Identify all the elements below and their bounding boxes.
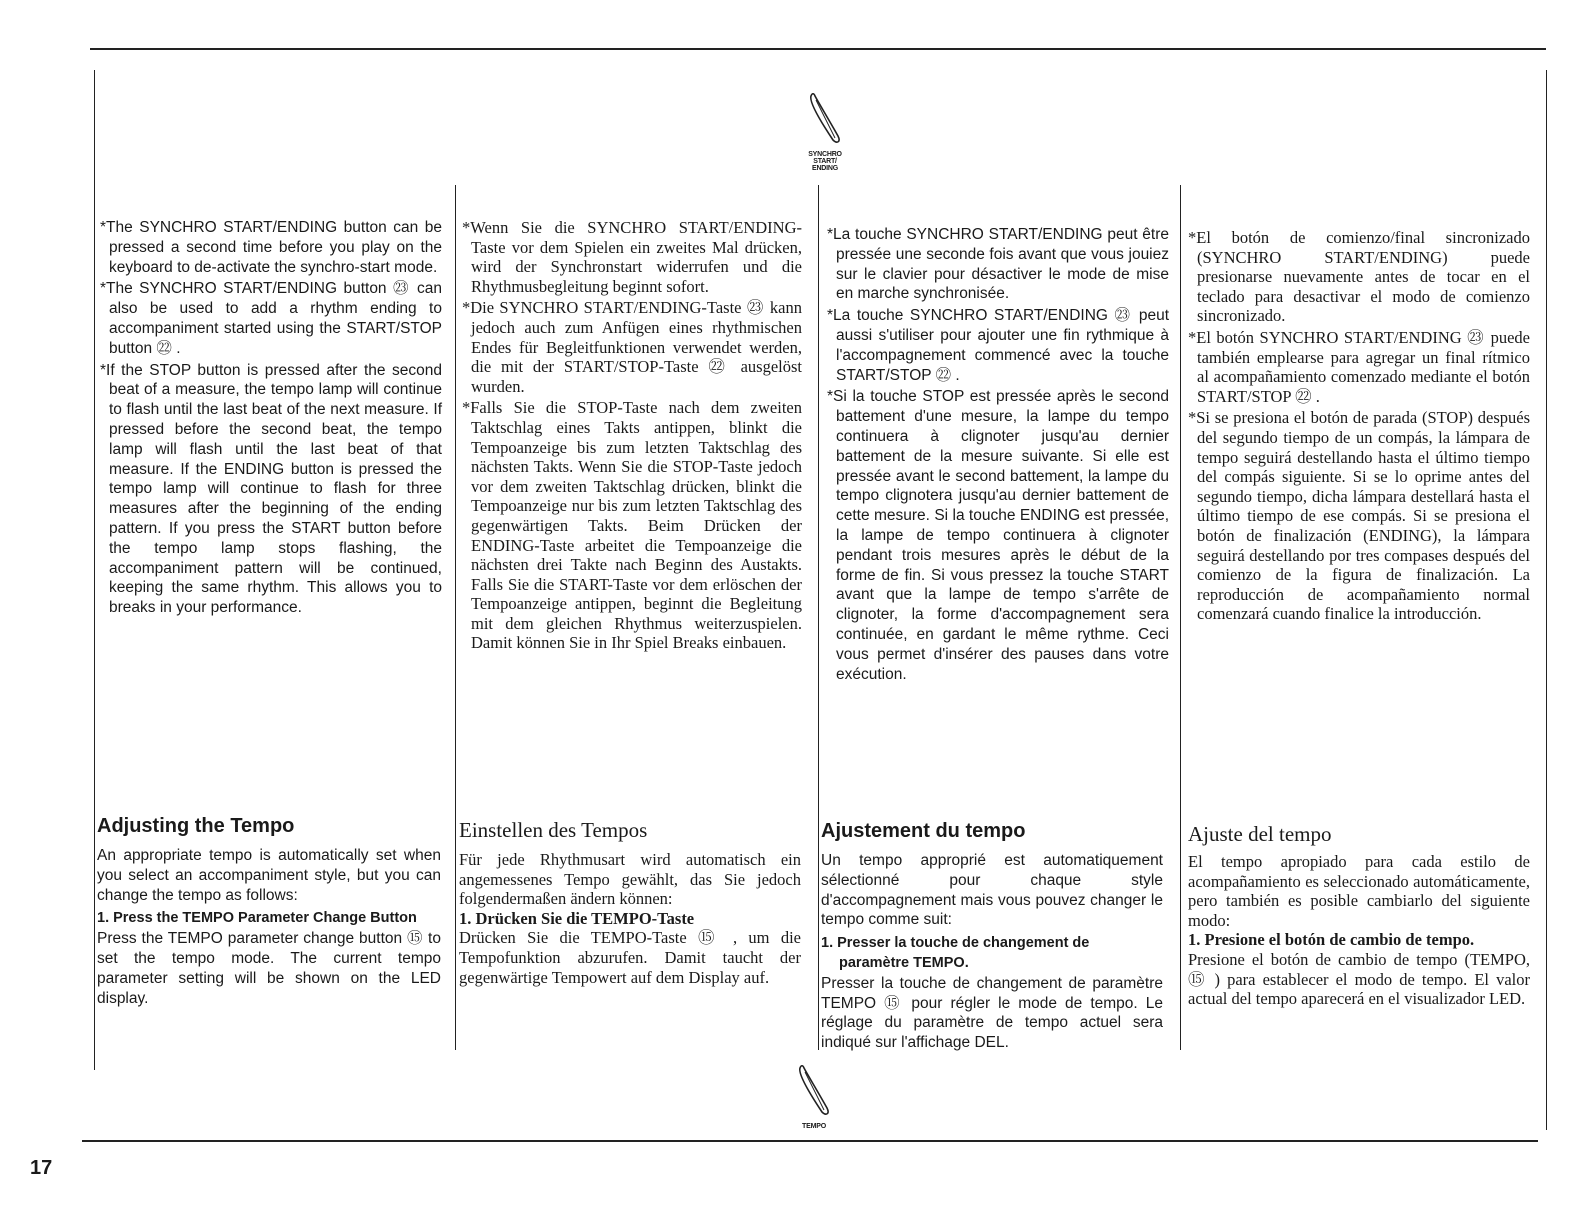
english-notes [100, 218, 442, 618]
note-bullet: *El botón de comienzo/final sincronizado (SYNCHRO START/ENDING) puede presionarse nuevamente antes de tocar en el teclado para desactivar el modo de comienzo sincronizado. [1188, 228, 1530, 326]
step-title: 1. Drücken Sie die TEMPO-Taste [459, 908, 695, 928]
german-tempo-section [459, 850, 801, 987]
icon-label-line: ENDING [811, 165, 839, 172]
tempo-icon [784, 1064, 844, 1130]
pen-stroke-icon [796, 1064, 832, 1118]
section-intro: El tempo apropiado para cada estilo de acompañamiento es seleccionado automáticamente, pero también es posible cambiarlo del siguiente modo: [1188, 852, 1530, 930]
column-divider-3 [1180, 185, 1181, 1050]
step-body: Presser la touche de changement de paramètre TEMPO ⑮ pour régler le mode de tempo. Le réglage du paramètre de tempo actuel sera indiqué sur l'affichage DEL. [821, 974, 1163, 1052]
note-bullet: *Si se presiona el botón de parada (STOP) después del segundo tiempo de un compás, la lámpara de tempo seguirá destellando hasta el último tiempo del compás siguiente. Si se lo oprime antes del segundo tiempo, dicha lámpara destellará hasta el último tiempo de ese compás. Si se presiona el botón de finalización (ENDING), la lámpara seguirá destellando por tres compases después del comienzo de la figura de finalización. La reproducción de acompañamiento normal comenzará cuando finalice la introducción. [1188, 408, 1530, 624]
note-bullet: *If the STOP button is pressed after the second beat of a measure, the tempo lamp will continue to flash until the last beat of the next measure. If pressed before the second beat, the tempo lamp will flash until the last beat of that measure. If the ENDING button is pressed the tempo lamp will continue to flash for three measures after the beginning of the ending pattern. If you press the START button before the tempo lamp stops flashing, the accompaniment pattern will be continued, keeping the same rhythm. This allows you to breaks in your performance. [100, 361, 442, 617]
note-bullet: *Die SYNCHRO START/ENDING-Taste ㉓ kann jedoch auch zum Anfügen eines rhythmischen Endes für Begleitfunktionen verwendet werden, die mit der START/STOP-Taste ㉒ ausgelöst wurden. [462, 298, 802, 396]
spanish-notes [1188, 228, 1530, 624]
synchro-start-ending-icon [795, 92, 855, 172]
note-bullet: *La touche SYNCHRO START/ENDING peut être pressée une seconde fois avant que vous jouiez sur le clavier pour désactiver le mode de mise en marche synchronisée. [827, 226, 1169, 303]
step-title: 1. Presione el botón de cambio de tempo. [1188, 930, 1475, 950]
top-rule [90, 48, 1546, 50]
section-intro: Für jede Rhythmusart wird automatisch ein angemessenes Tempo gewählt, das Sie jedoch folgendermaßen ändern können: [459, 850, 801, 909]
note-bullet: *La touche SYNCHRO START/ENDING ㉓ peut aussi s'utiliser pour ajouter une fin rythmique à l'accompagnement commencé avec la touche START/STOP ㉒ . [827, 307, 1169, 384]
english-tempo-section [97, 846, 441, 1008]
step-title: 1. Presser la touche de changement de paramètre TEMPO. [821, 935, 1090, 971]
section-heading-french: Ajustement du tempo [821, 820, 1026, 842]
bottom-rule [82, 1140, 1538, 1142]
section-heading-german: Einstellen des Tempos [459, 818, 648, 842]
step-body: Drücken Sie die TEMPO-Taste ⑮ , um die Tempofunktion abzurufen. Damit taucht der gegenwärtige Tempowert auf dem Display auf. [459, 928, 801, 987]
section-intro: An appropriate tempo is automatically set when you select an accompaniment style, but you can change the tempo as follows: [97, 847, 441, 904]
section-heading-english: Adjusting the Tempo [97, 815, 295, 837]
icon-label-line: TEMPO [802, 1123, 826, 1130]
note-bullet: *Wenn Sie die SYNCHRO START/ENDING-Taste vor dem Spielen ein zweites Mal drücken, wird der Synchronstart widerrufen und die Rhythmusbegleitung beginnt sofort. [462, 218, 802, 296]
pen-stroke-icon [807, 92, 843, 146]
german-notes [462, 218, 802, 653]
spanish-tempo-section [1188, 852, 1530, 1009]
icon-label-line: SYNCHRO [808, 151, 842, 158]
column-divider-1 [455, 185, 456, 1050]
section-intro: Un tempo approprié est automatiquement sélectionné pour chaque style d'accompagnement mais vous pouvez changer le tempo comme suit: [821, 852, 1163, 929]
french-notes [827, 225, 1169, 684]
french-tempo-section [821, 851, 1163, 1053]
icon-label-line: START/ [813, 158, 837, 165]
column-divider-2 [818, 185, 819, 1050]
step-body: Presione el botón de cambio de tempo (TEMPO, ⑮ ) para establecer el modo de tempo. El valor actual del tempo aparecerá en el visualizador LED. [1188, 949, 1530, 1009]
step-title: 1. Press the TEMPO Parameter Change Button [97, 910, 417, 927]
left-margin-line [94, 70, 95, 1070]
note-bullet: *El botón SYNCHRO START/ENDING ㉓ puede también emplearse para agregar un final rítmico al acompañamiento comenzado mediante el botón START/STOP ㉒ . [1188, 327, 1530, 406]
step-body: Press the TEMPO parameter change button ⑮ to set the tempo mode. The current tempo parameter setting will be shown on the LED display. [97, 930, 441, 1007]
note-bullet: *Si la touche STOP est pressée après le second battement d'une mesure, la lampe du tempo continuera à clignoter jusqu'au dernier battement de la mesure suivante. Si elle est pressée avant le second battement, la lampe du tempo clignotera jusqu'au dernier battement de cette mesure. Si la touche ENDING est pressée, la lampe de tempo continuera à clignoter pendant trois mesures après le début de la forme de fin. Si vous pressez la touche START avant que la lampe de tempo s'arrête de clignoter, la forme d'accompagnement sera continuée, en gardant le même rythme. Ceci vous permet d'insérer des pauses dans votre exécution. [827, 388, 1169, 683]
page-number: 17 [30, 1157, 53, 1179]
note-bullet: *The SYNCHRO START/ENDING button can be pressed a second time before you play on the keyboard to de-activate the synchro-start mode. [100, 219, 442, 276]
right-margin-line [1546, 70, 1547, 1130]
note-bullet: *The SYNCHRO START/ENDING button ㉓ can also be used to add a rhythm ending to accompaniment started using the START/STOP button ㉒ . [100, 280, 442, 357]
note-bullet: *Falls Sie die STOP-Taste nach dem zweiten Taktschlag eines Takts antippen, blinkt die Tempoanzeige bis zum letzten Taktschlag des nächsten Takts. Wenn Sie die STOP-Taste jedoch vor dem zweiten Taktschlag drücken, blinkt die Tempoanzeige nur bis zum letzten Taktschlag des gegenwärtigen Takts. Beim Drücken der ENDING-Taste arbeitet die Tempoanzeige die nächsten drei Takte nach Beginn des Austakts. Falls Sie die START-Taste vor dem erlöschen der Tempoanzeige antippen, beginnt die Begleitung mit dem gleichen Rhythmus weiterzuspielen. Damit können Sie in Ihr Spiel Breaks einbauen. [462, 398, 802, 653]
section-heading-spanish: Ajuste del tempo [1188, 822, 1332, 846]
